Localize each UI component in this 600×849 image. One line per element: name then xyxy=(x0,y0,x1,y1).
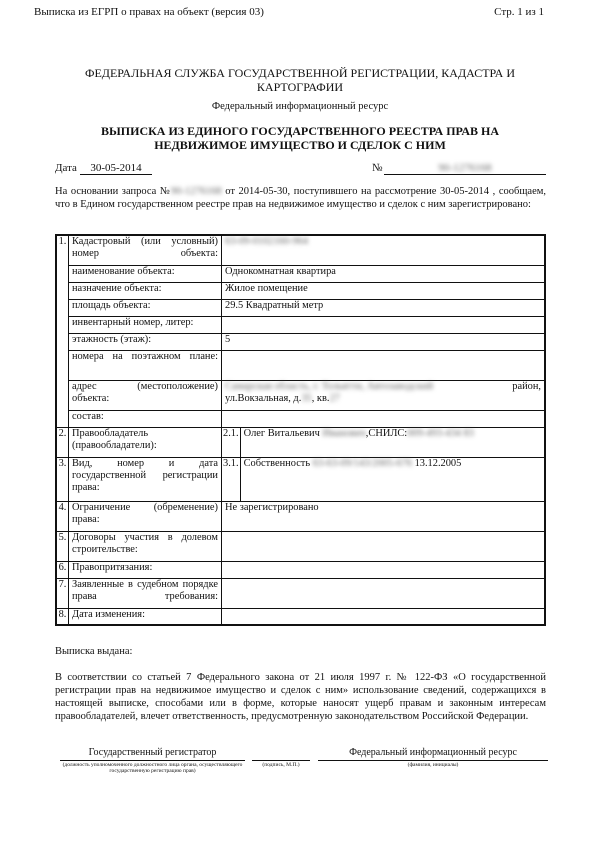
floor-label: этажность (этаж): xyxy=(69,333,222,350)
cadastral-value: 63-09-0102160-964 xyxy=(222,235,546,265)
claims-value xyxy=(222,561,546,578)
registry-table xyxy=(55,234,546,626)
registrar-caption: (должность уполномоченного должностного лица органа, осуществляющего государственную регистрацию прав) xyxy=(62,762,243,774)
composition-label: состав: xyxy=(69,410,222,427)
restriction-value: Не зарегистрировано xyxy=(222,501,546,531)
claims-label: Правопритязания: xyxy=(69,561,222,578)
composition-value xyxy=(222,410,546,427)
holder-subnumber: 2.1. xyxy=(222,427,241,457)
row-number: 6. xyxy=(56,561,69,578)
declared-label: Заявленные в судебном порядке права требования: xyxy=(69,578,222,608)
name-value: Однокомнатная квартира xyxy=(222,265,546,282)
row-number: 4. xyxy=(56,501,69,531)
purpose-label: назначение объекта: xyxy=(69,282,222,299)
registrar-title: Государственный регистратор xyxy=(88,747,217,758)
address-value xyxy=(222,380,546,410)
resource-line xyxy=(318,760,548,761)
row-number: 7. xyxy=(56,578,69,608)
name-label: наименование объекта: xyxy=(69,265,222,282)
area-label: площадь объекта: xyxy=(69,299,222,316)
page-header-title: Выписка из ЕГРП о правах на объект (версия 03) xyxy=(34,6,264,18)
document-title: ВЫПИСКА ИЗ ЕДИНОГО ГОСУДАРСТВЕННОГО РЕЕСТРА ПРАВ НА НЕДВИЖИМОЕ ИМУЩЕСТВО И СДЕЛОК С НИМ xyxy=(100,124,500,152)
sign-line xyxy=(252,760,310,761)
holder-label: Правообладатель (правообладатели): xyxy=(69,427,222,457)
floorplan-label: номера на поэтажном плане: xyxy=(69,350,222,380)
right-value: Собственность 63-63-09/143/2005-676 13.12.2005 xyxy=(240,457,545,501)
page-number: Стр. 1 из 1 xyxy=(494,6,544,18)
intro-paragraph: На основании запроса №90-1276168 от 2014-05-30, поступившего на рассмотрение 30-05-2014 , сообщаем, что в Едином государственном реестре прав на недвижимое имущество и сделок с ним зарегистрировано: xyxy=(55,186,547,210)
contracts-label: Договоры участия в долевом строительстве: xyxy=(69,531,222,561)
restriction-label: Ограничение (обременение) права: xyxy=(69,501,222,531)
issued-label: Выписка выдана: xyxy=(55,646,133,657)
number-label: № xyxy=(372,162,383,174)
inventory-label: инвентарный номер, литер: xyxy=(69,316,222,333)
purpose-value: Жилое помещение xyxy=(222,282,546,299)
holder-value: Олег Витальевич Иванович,СНИЛС:009-493-434 83 xyxy=(240,427,545,457)
address-line-1: Самарская область, г. Тольятти, Автозаводский район, xyxy=(225,380,541,392)
address-label: адрес (местоположение) объекта: xyxy=(69,380,222,410)
row-number: 5. xyxy=(56,531,69,561)
resource-name: Федеральный информационный ресурс xyxy=(211,101,389,112)
right-label: Вид, номер и дата государственной регистрации права: xyxy=(69,457,222,501)
date-value: 30-05-2014 xyxy=(80,162,152,175)
resource-caption: (фамилия, инициалы) xyxy=(407,762,459,768)
floorplan-value xyxy=(222,350,546,380)
agency-name: ФЕДЕРАЛЬНАЯ СЛУЖБА ГОСУДАРСТВЕННОЙ РЕГИСТРАЦИИ, КАДАСТРА И КАРТОГРАФИИ xyxy=(84,66,516,94)
date-label: Дата xyxy=(55,162,77,174)
registrar-line xyxy=(60,760,245,761)
floor-value: 5 xyxy=(222,333,546,350)
declared-value xyxy=(222,578,546,608)
address-line-2: ул.Вокзальная, д.35, кв.27 xyxy=(225,392,340,404)
right-subnumber: 3.1. xyxy=(222,457,241,501)
number-value: 90-1276168 xyxy=(384,162,546,175)
cadastral-label: Кадастровый (или условный) номер объекта: xyxy=(69,235,222,265)
legal-notice: В соответствии со статьей 7 Федерального закона от 21 июля 1997 г. № 122-ФЗ «О государственной регистрации прав на недвижимое имущество и сделок с ним» использование сведений, содержащихся в настоящей выписке, способами или в форме, которые наносят ущерб правам и законным интересам правообладателей, влечет ответственность, предусмотренную законодательством Российской Федерации. xyxy=(55,672,546,722)
resource-signatory: Федеральный информационный ресурс xyxy=(349,747,517,758)
changed-label: Дата изменения: xyxy=(69,608,222,625)
inventory-value xyxy=(222,316,546,333)
changed-value xyxy=(222,608,546,625)
row-number: 2. xyxy=(56,427,69,457)
contracts-value xyxy=(222,531,546,561)
row-number: 3. xyxy=(56,457,69,501)
row-number: 1. xyxy=(56,235,69,427)
row-number: 8. xyxy=(56,608,69,625)
area-value: 29.5 Квадратный метр xyxy=(222,299,546,316)
sign-caption: (подпись, М.П.) xyxy=(262,762,300,768)
